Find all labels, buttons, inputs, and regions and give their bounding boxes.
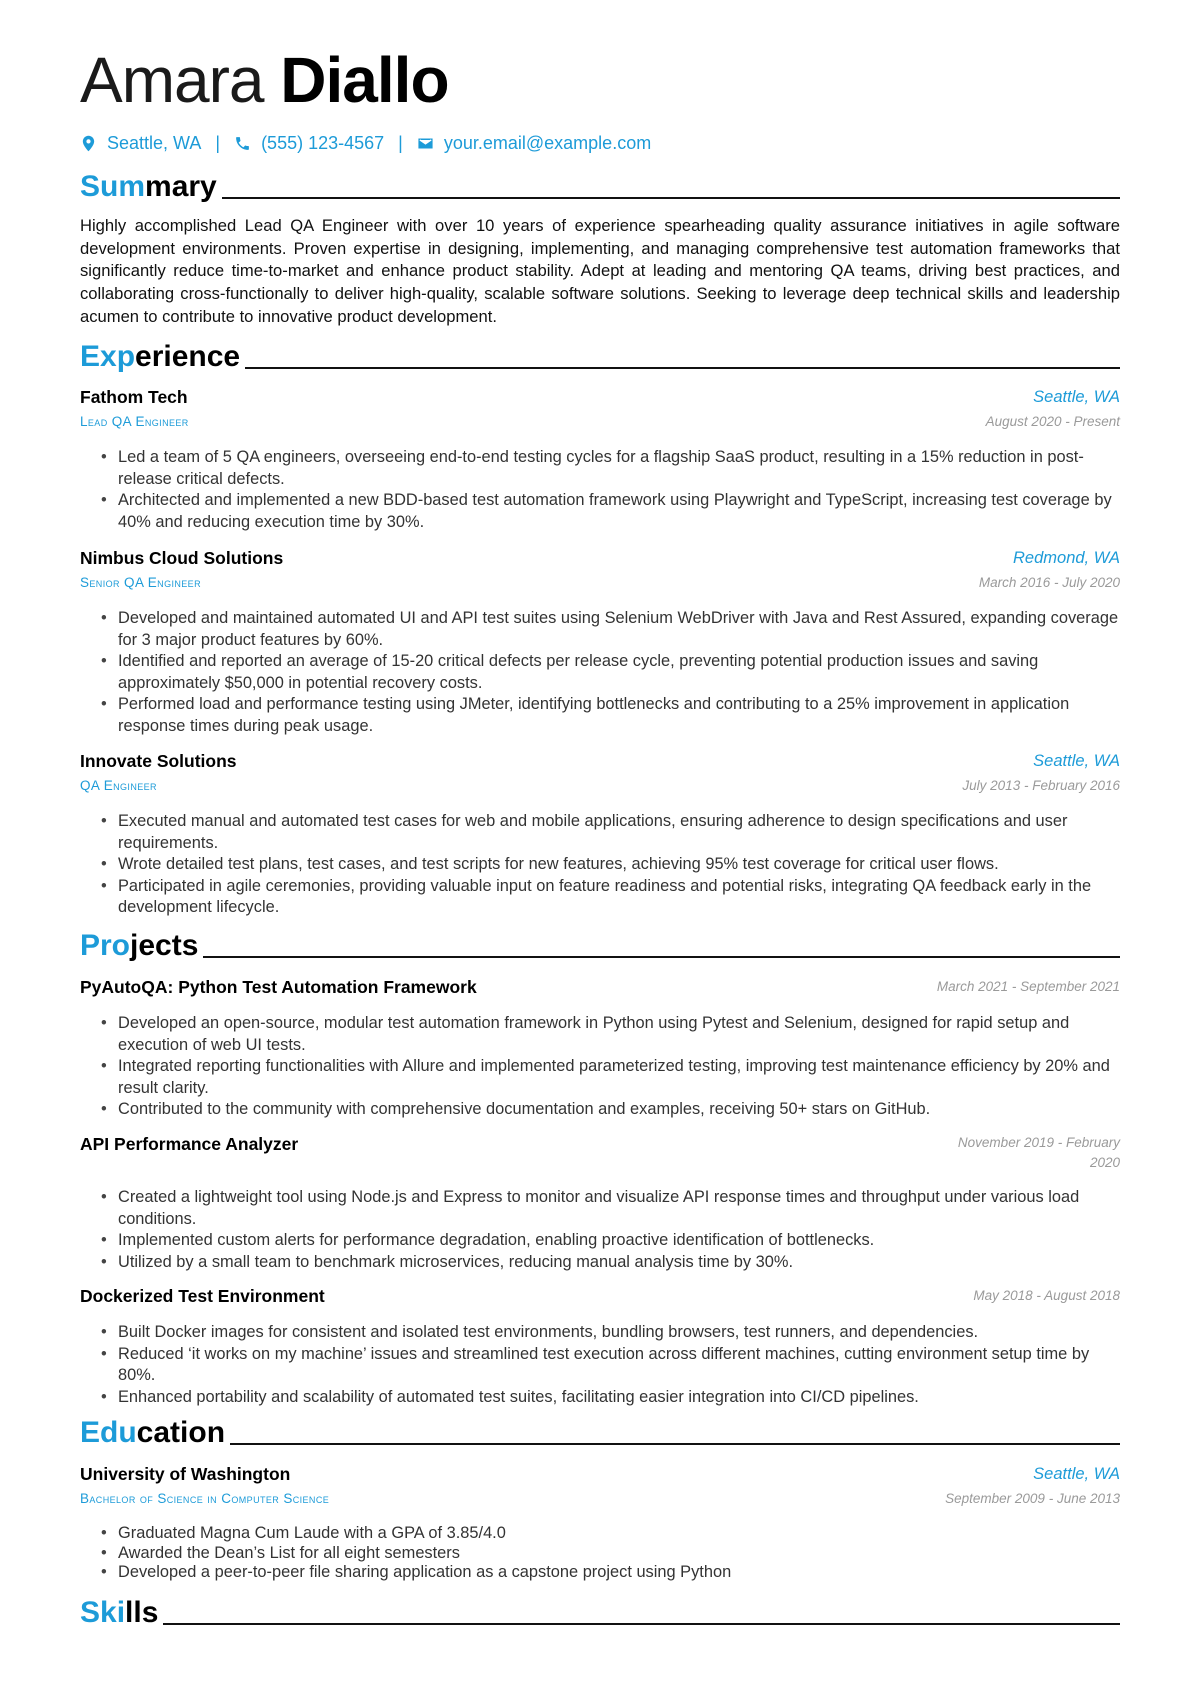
school-name: University of Washington bbox=[80, 1464, 291, 1484]
company-name: Innovate Solutions bbox=[80, 751, 237, 771]
job-dates: July 2013 - February 2016 bbox=[962, 778, 1120, 793]
section-rule bbox=[203, 956, 1120, 958]
project-title: Dockerized Test Environment bbox=[80, 1286, 325, 1306]
job-bullets bbox=[118, 608, 1120, 737]
separator: | bbox=[215, 133, 221, 153]
bullet-item: • Developed and maintained automated UI and API test suites using Selenium WebDriver with Java and Rest Assured, expanding coverage for 3 major product features by 60%. bbox=[118, 608, 1120, 651]
project-bullets bbox=[118, 1187, 1120, 1273]
job-role: QA Engineer bbox=[80, 778, 157, 793]
bullet-item: • Utilized by a small team to benchmark microservices, reducing manual analysis time by 30%. bbox=[118, 1252, 1120, 1274]
contact-row bbox=[80, 133, 651, 154]
job-location: Seattle, WA bbox=[1033, 388, 1120, 406]
bullet-item: • Wrote detailed test plans, test cases, and test scripts for new features, achieving 95% test coverage for critical user flows. bbox=[118, 854, 1120, 876]
section-rule bbox=[163, 1623, 1120, 1625]
bullet-item: • Contributed to the community with comprehensive documentation and examples, receiving 50+ stars on GitHub. bbox=[118, 1099, 1120, 1121]
map-pin-icon bbox=[80, 135, 97, 152]
email-link[interactable]: your.email@example.com bbox=[443, 133, 652, 153]
bullet-item: • Integrated reporting functionalities with Allure and implemented parameterized testing, improving test maintenance efficiency by 20% and result clarity. bbox=[118, 1056, 1120, 1099]
section-title: Projects bbox=[80, 929, 199, 962]
section-summary-heading bbox=[80, 170, 1120, 204]
job-role: Lead QA Engineer bbox=[80, 414, 189, 429]
bullet-item: • Awarded the Dean’s List for all eight semesters bbox=[118, 1544, 1120, 1564]
bullet-item: • Developed a peer-to-peer file sharing application as a capstone project using Python bbox=[118, 1563, 1120, 1583]
section-experience-heading bbox=[80, 340, 1120, 374]
bullet-item: • Created a lightweight tool using Node.js and Express to monitor and visualize API response times and throughput under various load conditions. bbox=[118, 1187, 1120, 1230]
contact-location bbox=[80, 133, 201, 154]
section-skills-heading bbox=[80, 1596, 1120, 1630]
section-rule bbox=[230, 1443, 1120, 1445]
section-title: Experience bbox=[80, 340, 241, 373]
bullet-item: • Enhanced portability and scalability of automated test suites, facilitating easier integration into CI/CD pipelines. bbox=[118, 1387, 1120, 1409]
phone-text[interactable]: (555) 123-4567 bbox=[261, 133, 385, 153]
bullet-item: • Executed manual and automated test cases for web and mobile applications, ensuring adherence to design specifications and user requirements. bbox=[118, 811, 1120, 854]
section-title: Education bbox=[80, 1416, 226, 1449]
section-rule bbox=[245, 367, 1120, 369]
degree: Bachelor of Science in Computer Science bbox=[80, 1491, 330, 1506]
job-bullets bbox=[118, 811, 1120, 919]
summary-text: Highly accomplished Lead QA Engineer with over 10 years of experience spearheading quality assurance initiatives in agile software development environments. Proven expertise in designing, implementing, and managing comprehensive test automation frameworks that significantly reduce time-to-market and enhance product stability. Adept at leading and mentoring QA teams, driving best practices, and collaborating cross-functionally to deliver high-quality, scalable software solutions. Seeking to leverage deep technical skills and leadership acumen to contribute to innovative product development. bbox=[80, 216, 1120, 326]
bullet-item: • Architected and implemented a new BDD-based test automation framework using Playwright and TypeScript, increasing test coverage by 40% and reducing execution time by 30%. bbox=[118, 490, 1120, 533]
education-dates: September 2009 - June 2013 bbox=[945, 1491, 1120, 1506]
job-location: Redmond, WA bbox=[1013, 549, 1120, 567]
candidate-name bbox=[80, 40, 449, 120]
job-location: Seattle, WA bbox=[1033, 752, 1120, 770]
section-projects-heading bbox=[80, 929, 1120, 963]
envelope-icon bbox=[417, 135, 434, 152]
contact-phone[interactable] bbox=[234, 133, 384, 154]
school-location: Seattle, WA bbox=[1033, 1465, 1120, 1483]
education-bullets bbox=[118, 1524, 1120, 1583]
company-name: Nimbus Cloud Solutions bbox=[80, 548, 284, 568]
company-name: Fathom Tech bbox=[80, 387, 188, 407]
separator: | bbox=[398, 133, 403, 153]
bullet-item: • Developed an open-source, modular test automation framework in Python using Pytest and Selenium, designed for rapid setup and execution of web UI tests. bbox=[118, 1013, 1120, 1056]
section-rule bbox=[222, 197, 1120, 199]
last-name: Diallo bbox=[280, 44, 449, 116]
section-title: Summary bbox=[80, 170, 217, 203]
job-dates: August 2020 - Present bbox=[985, 414, 1120, 429]
contact-email[interactable] bbox=[417, 133, 651, 154]
first-name: Amara bbox=[80, 44, 264, 116]
job-bullets bbox=[118, 447, 1120, 533]
project-dates: May 2018 - August 2018 bbox=[973, 1288, 1120, 1303]
project-dates: November 2019 - February 2020 bbox=[957, 1135, 1120, 1170]
bullet-item: • Implemented custom alerts for performance degradation, enabling proactive identification of bottlenecks. bbox=[118, 1230, 1120, 1252]
job-dates: March 2016 - July 2020 bbox=[978, 575, 1120, 590]
project-bullets bbox=[118, 1322, 1120, 1408]
location-text: Seattle, WA bbox=[107, 133, 202, 153]
project-title: PyAutoQA: Python Test Automation Framework bbox=[80, 977, 477, 997]
bullet-item: • Identified and reported an average of 15-20 critical defects per release cycle, preventing potential production issues and saving approximately $50,000 in potential recovery costs. bbox=[118, 651, 1120, 694]
bullet-item: • Performed load and performance testing using JMeter, identifying bottlenecks and contributing to a 25% improvement in application response times during peak usage. bbox=[118, 694, 1120, 737]
bullet-item: • Led a team of 5 QA engineers, overseeing end-to-end testing cycles for a flagship SaaS product, resulting in a 15% reduction in post-release critical defects. bbox=[118, 447, 1120, 490]
section-education-heading bbox=[80, 1416, 1120, 1450]
project-bullets bbox=[118, 1013, 1120, 1121]
project-dates: March 2021 - September 2021 bbox=[936, 979, 1120, 994]
bullet-item: • Participated in agile ceremonies, providing valuable input on feature readiness and potential risks, integrating QA feedback early in the development lifecycle. bbox=[118, 876, 1120, 919]
bullet-item: • Reduced ‘it works on my machine’ issues and streamlined test execution across different machines, cutting environment setup time by 80%. bbox=[118, 1344, 1120, 1387]
section-title: Skills bbox=[80, 1596, 159, 1629]
bullet-item: • Built Docker images for consistent and isolated test environments, bundling browsers, test runners, and dependencies. bbox=[118, 1322, 1120, 1344]
project-title: API Performance Analyzer bbox=[80, 1134, 299, 1154]
job-role: Senior QA Engineer bbox=[80, 575, 201, 590]
phone-icon bbox=[234, 135, 251, 152]
bullet-item: • Graduated Magna Cum Laude with a GPA of 3.85/4.0 bbox=[118, 1524, 1120, 1544]
